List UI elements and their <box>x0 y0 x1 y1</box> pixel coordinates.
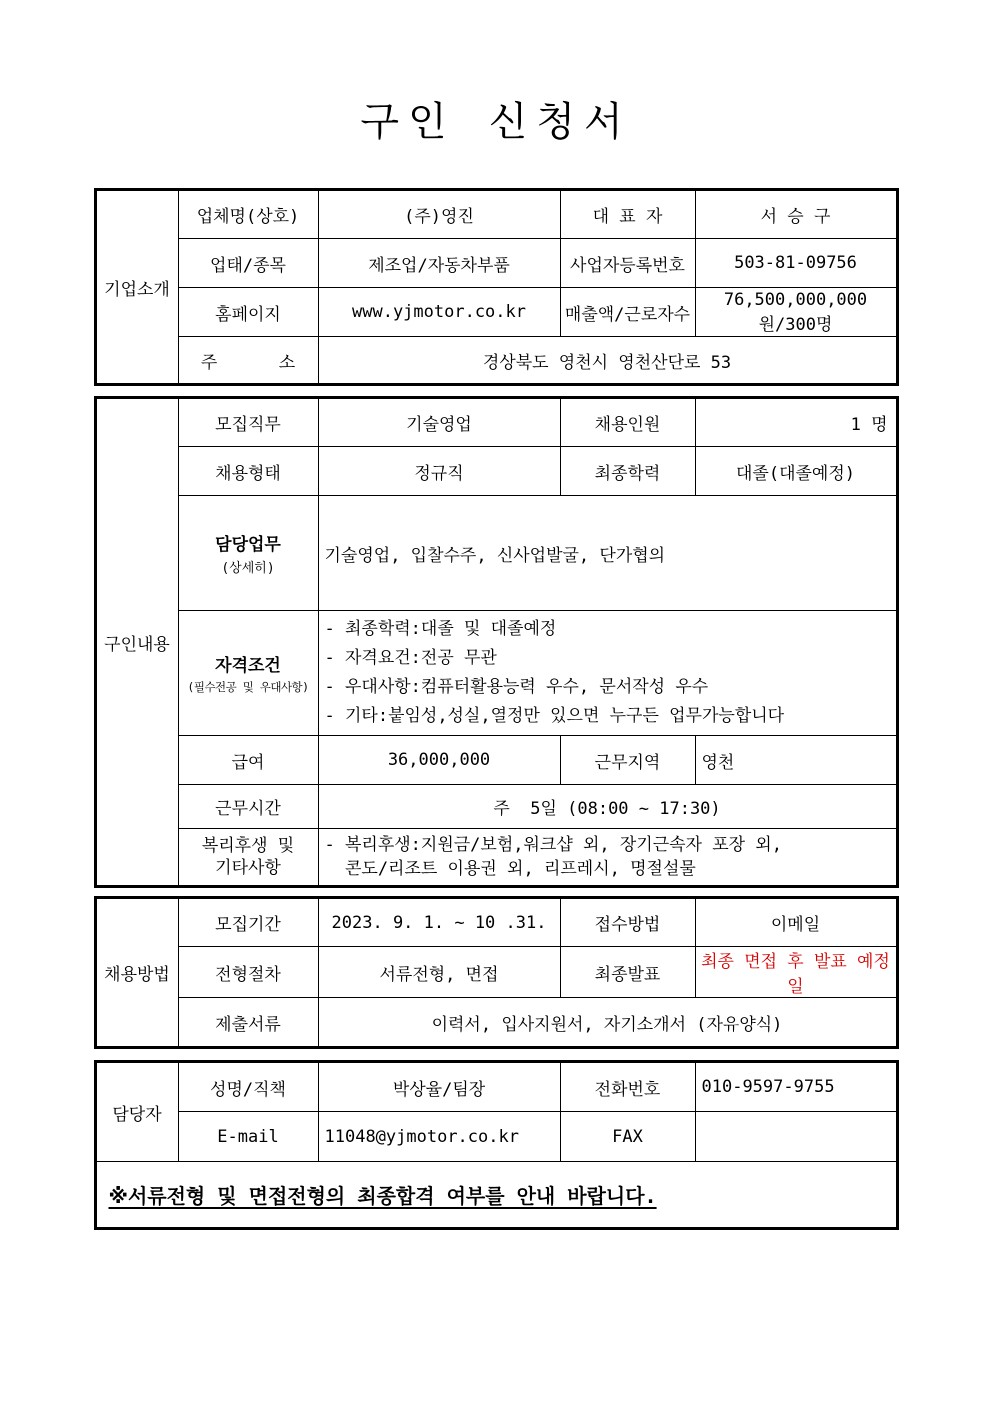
apply-method-value: 이메일 <box>695 898 897 947</box>
table-row <box>95 1112 897 1162</box>
qualification-label-sub: (필수전공 및 우대사항) <box>187 680 309 694</box>
table-row <box>95 898 897 947</box>
table-row <box>95 998 897 1048</box>
table-row <box>95 611 897 736</box>
job-table <box>94 396 899 888</box>
table-row <box>95 947 897 998</box>
apply-method-label: 접수방법 <box>560 898 695 947</box>
table-row <box>95 447 897 496</box>
registration-number-value: 503-81-09756 <box>695 239 897 288</box>
period-value: 2023. 9. 1. ~ 10 .31. <box>318 898 560 947</box>
business-type-value: 제조업/자동차부품 <box>318 239 560 288</box>
job-section-label: 구인내용 <box>95 398 178 887</box>
table-row <box>95 288 897 337</box>
phone-value: 010-9597-9755 <box>695 1062 897 1112</box>
company-name-label: 업체명(상호) <box>178 190 318 239</box>
welfare-line: 콘도/리조트 이용권 외, 리프레시, 명절설물 <box>324 859 696 879</box>
table-row <box>95 1162 897 1229</box>
footer-note-cell <box>95 1162 897 1229</box>
revenue-value: 76,500,000,000원/300명 <box>695 288 897 337</box>
qualification-value <box>318 611 897 736</box>
documents-value: 이력서, 입사지원서, 자기소개서 (자유양식) <box>318 998 897 1048</box>
duties-label-sub: (상세히) <box>221 561 275 576</box>
contact-name-value: 박상율/팀장 <box>318 1062 560 1112</box>
duties-label-main: 담당업무 <box>215 535 281 555</box>
company-table <box>94 188 899 386</box>
documents-label: 제출서류 <box>178 998 318 1048</box>
revenue-label: 매출액/근로자수 <box>560 288 695 337</box>
company-section-label: 기업소개 <box>95 190 178 385</box>
address-label: 주 소 <box>178 337 318 385</box>
email-label: E-mail <box>178 1112 318 1162</box>
employment-type-value: 정규직 <box>318 447 560 496</box>
contact-name-label: 성명/직책 <box>178 1062 318 1112</box>
final-announcement-value: 최종 면접 후 발표 예정일 <box>695 947 897 998</box>
contact-section-label: 담당자 <box>95 1062 178 1162</box>
qualification-line: - 자격요건:전공 무관 <box>324 648 497 668</box>
final-announcement-label: 최종발표 <box>560 947 695 998</box>
company-name-value: (주)영진 <box>318 190 560 239</box>
footer-note: ※서류전형 및 면접전형의 최종합격 여부를 안내 바랍니다. <box>108 1184 657 1208</box>
headcount-value: 1 명 <box>695 398 897 447</box>
table-row <box>95 496 897 611</box>
location-value: 영천 <box>695 736 897 785</box>
education-label: 최종학력 <box>560 447 695 496</box>
address-value: 경상북도 영천시 영천산단로 53 <box>318 337 897 385</box>
welfare-label-line2: 기타사항 <box>215 858 281 878</box>
headcount-label: 채용인원 <box>560 398 695 447</box>
period-label: 모집기간 <box>178 898 318 947</box>
recruit-table <box>94 896 899 1049</box>
salary-value: 36,000,000 <box>318 736 560 785</box>
qualification-line: - 기타:붙임성,성실,열정만 있으면 누구든 업무가능합니다 <box>324 706 785 726</box>
page-title: 구인 신청서 <box>360 99 632 145</box>
position-value: 기술영업 <box>318 398 560 447</box>
qualification-label-main: 자격조건 <box>215 656 281 676</box>
process-value: 서류전형, 면접 <box>318 947 560 998</box>
table-row <box>95 785 897 829</box>
qualification-label <box>178 611 318 736</box>
registration-number-label: 사업자등록번호 <box>560 239 695 288</box>
education-value: 대졸(대졸예정) <box>695 447 897 496</box>
business-type-label: 업태/종목 <box>178 239 318 288</box>
qualification-line: - 최종학력:대졸 및 대졸예정 <box>324 619 557 639</box>
qualification-line: - 우대사항:컴퓨터활용능력 우수, 문서작성 우수 <box>324 677 709 697</box>
hours-label: 근무시간 <box>178 785 318 829</box>
table-row <box>95 398 897 447</box>
table-row <box>95 190 897 239</box>
homepage-label: 홈페이지 <box>178 288 318 337</box>
hours-value: 주 5일 (08:00 ~ 17:30) <box>318 785 897 829</box>
homepage-value: www.yjmotor.co.kr <box>318 288 560 337</box>
process-label: 전형절차 <box>178 947 318 998</box>
table-row <box>95 239 897 288</box>
welfare-value <box>318 829 897 887</box>
contact-table <box>94 1060 899 1230</box>
location-label: 근무지역 <box>560 736 695 785</box>
ceo-value: 서 승 구 <box>695 190 897 239</box>
salary-label: 급여 <box>178 736 318 785</box>
duties-value: 기술영업, 입찰수주, 신사업발굴, 단가협의 <box>318 496 897 611</box>
duties-label <box>178 496 318 611</box>
position-label: 모집직무 <box>178 398 318 447</box>
table-row <box>95 736 897 785</box>
welfare-label-line1: 복리후생 및 <box>201 836 295 856</box>
table-row <box>95 829 897 887</box>
table-row <box>95 337 897 385</box>
ceo-label: 대 표 자 <box>560 190 695 239</box>
fax-label: FAX <box>560 1112 695 1162</box>
email-value: 11048@yjmotor.co.kr <box>318 1112 560 1162</box>
employment-type-label: 채용형태 <box>178 447 318 496</box>
table-row <box>95 1062 897 1112</box>
fax-value <box>695 1112 897 1162</box>
welfare-label <box>178 829 318 887</box>
phone-label: 전화번호 <box>560 1062 695 1112</box>
recruit-section-label: 채용방법 <box>95 898 178 1048</box>
welfare-line: - 복리후생:지원금/보험,워크샵 외, 장기근속자 포장 외, <box>324 835 782 855</box>
